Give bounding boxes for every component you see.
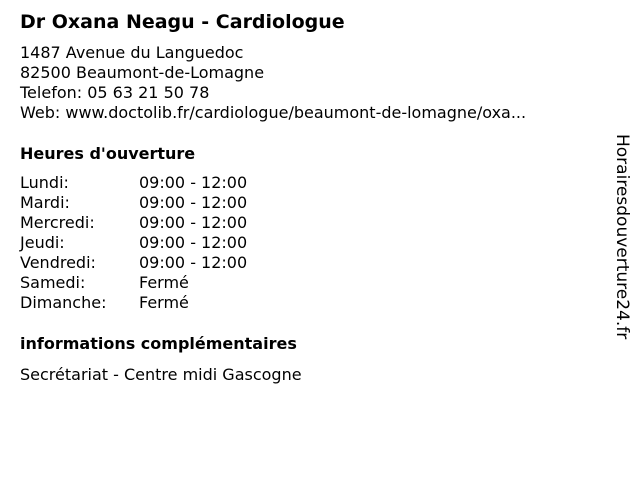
day-label: Lundi: xyxy=(20,173,69,192)
day-label: Mercredi: xyxy=(20,213,95,232)
time-value: 09:00 - 12:00 xyxy=(139,233,248,252)
hours-row-tuesday xyxy=(20,193,247,213)
day-label: Samedi: xyxy=(20,273,86,292)
time-value: 09:00 - 12:00 xyxy=(139,253,248,272)
phone-number: Telefon: 05 63 21 50 78 xyxy=(20,83,210,102)
time-value: Fermé xyxy=(139,293,189,312)
time-value: 09:00 - 12:00 xyxy=(139,193,248,212)
hours-row-monday xyxy=(20,173,247,193)
time-value: 09:00 - 12:00 xyxy=(139,173,248,192)
hours-row-saturday xyxy=(20,273,247,293)
opening-hours-table xyxy=(20,173,247,313)
day-label: Jeudi: xyxy=(20,233,65,252)
contact-block xyxy=(20,43,526,123)
day-label: Vendredi: xyxy=(20,253,96,272)
address-street: 1487 Avenue du Languedoc xyxy=(20,43,244,62)
day-label: Dimanche: xyxy=(20,293,107,312)
page-title: Dr Oxana Neagu - Cardiologue xyxy=(20,11,345,33)
address-city: 82500 Beaumont-de-Lomagne xyxy=(20,63,265,82)
site-watermark: Horairesdouverture24.fr xyxy=(612,134,632,340)
day-label: Mardi: xyxy=(20,193,70,212)
additional-info-text: Secrétariat - Centre midi Gascogne xyxy=(20,365,302,384)
additional-info-heading: informations complémentaires xyxy=(20,334,297,353)
hours-row-thursday xyxy=(20,233,247,253)
time-value: 09:00 - 12:00 xyxy=(139,213,248,232)
hours-row-sunday xyxy=(20,293,247,313)
website-link[interactable]: Web: www.doctolib.fr/cardiologue/beaumont-de-lomagne/oxa... xyxy=(20,103,527,122)
hours-row-wednesday xyxy=(20,213,247,233)
opening-hours-heading: Heures d'ouverture xyxy=(20,144,196,163)
time-value: Fermé xyxy=(139,273,189,292)
hours-row-friday xyxy=(20,253,247,273)
